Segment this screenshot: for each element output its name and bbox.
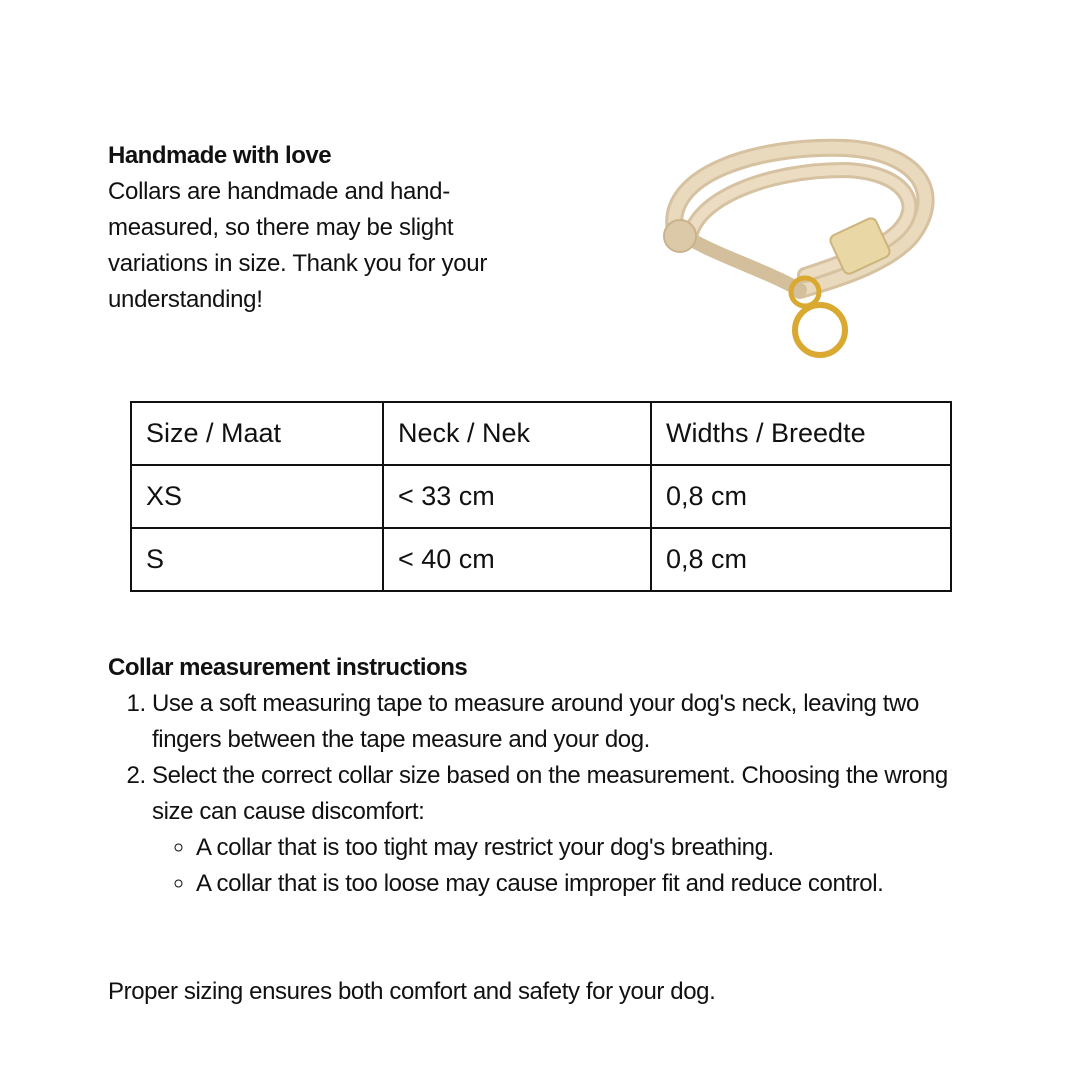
size-table [130,401,952,592]
step-text: Use a soft measuring tape to measure around your dog's neck, leaving two fingers between the tape measure and your dog. [152,690,919,753]
intro-title: Handmade with love [108,142,332,169]
instructions-title: Collar measurement instructions [108,654,468,681]
intro-section [108,138,528,318]
table-row [131,528,951,591]
sub-list [152,830,968,902]
intro-text: Collars are handmade and hand-measured, so there may be slight variations in size. Thank you for your understanding! [108,178,488,313]
instructions-section [108,650,968,902]
table-header: Size / Maat [131,402,383,465]
list-item: ◦ A collar that is too tight may restrict your dog's breathing. [196,830,968,866]
table-cell: 0,8 cm [651,528,951,591]
list-item [152,686,968,758]
table-cell: < 33 cm [383,465,651,528]
list-item [152,758,968,902]
table-header: Neck / Nek [383,402,651,465]
table-cell: 0,8 cm [651,465,951,528]
closing-text: Proper sizing ensures both comfort and safety for your dog. [108,978,716,1005]
table-cell: < 40 cm [383,528,651,591]
table-row [131,465,951,528]
table-cell: S [131,528,383,591]
list-item: ◦ A collar that is too loose may cause improper fit and reduce control. [196,866,968,902]
table-header-row [131,402,951,465]
steps-list [108,686,968,902]
rope-collar-icon [635,120,955,380]
table-cell: XS [131,465,383,528]
step-text: Select the correct collar size based on the measurement. Choosing the wrong size can cause discomfort: [152,762,948,825]
table-header: Widths / Breedte [651,402,951,465]
